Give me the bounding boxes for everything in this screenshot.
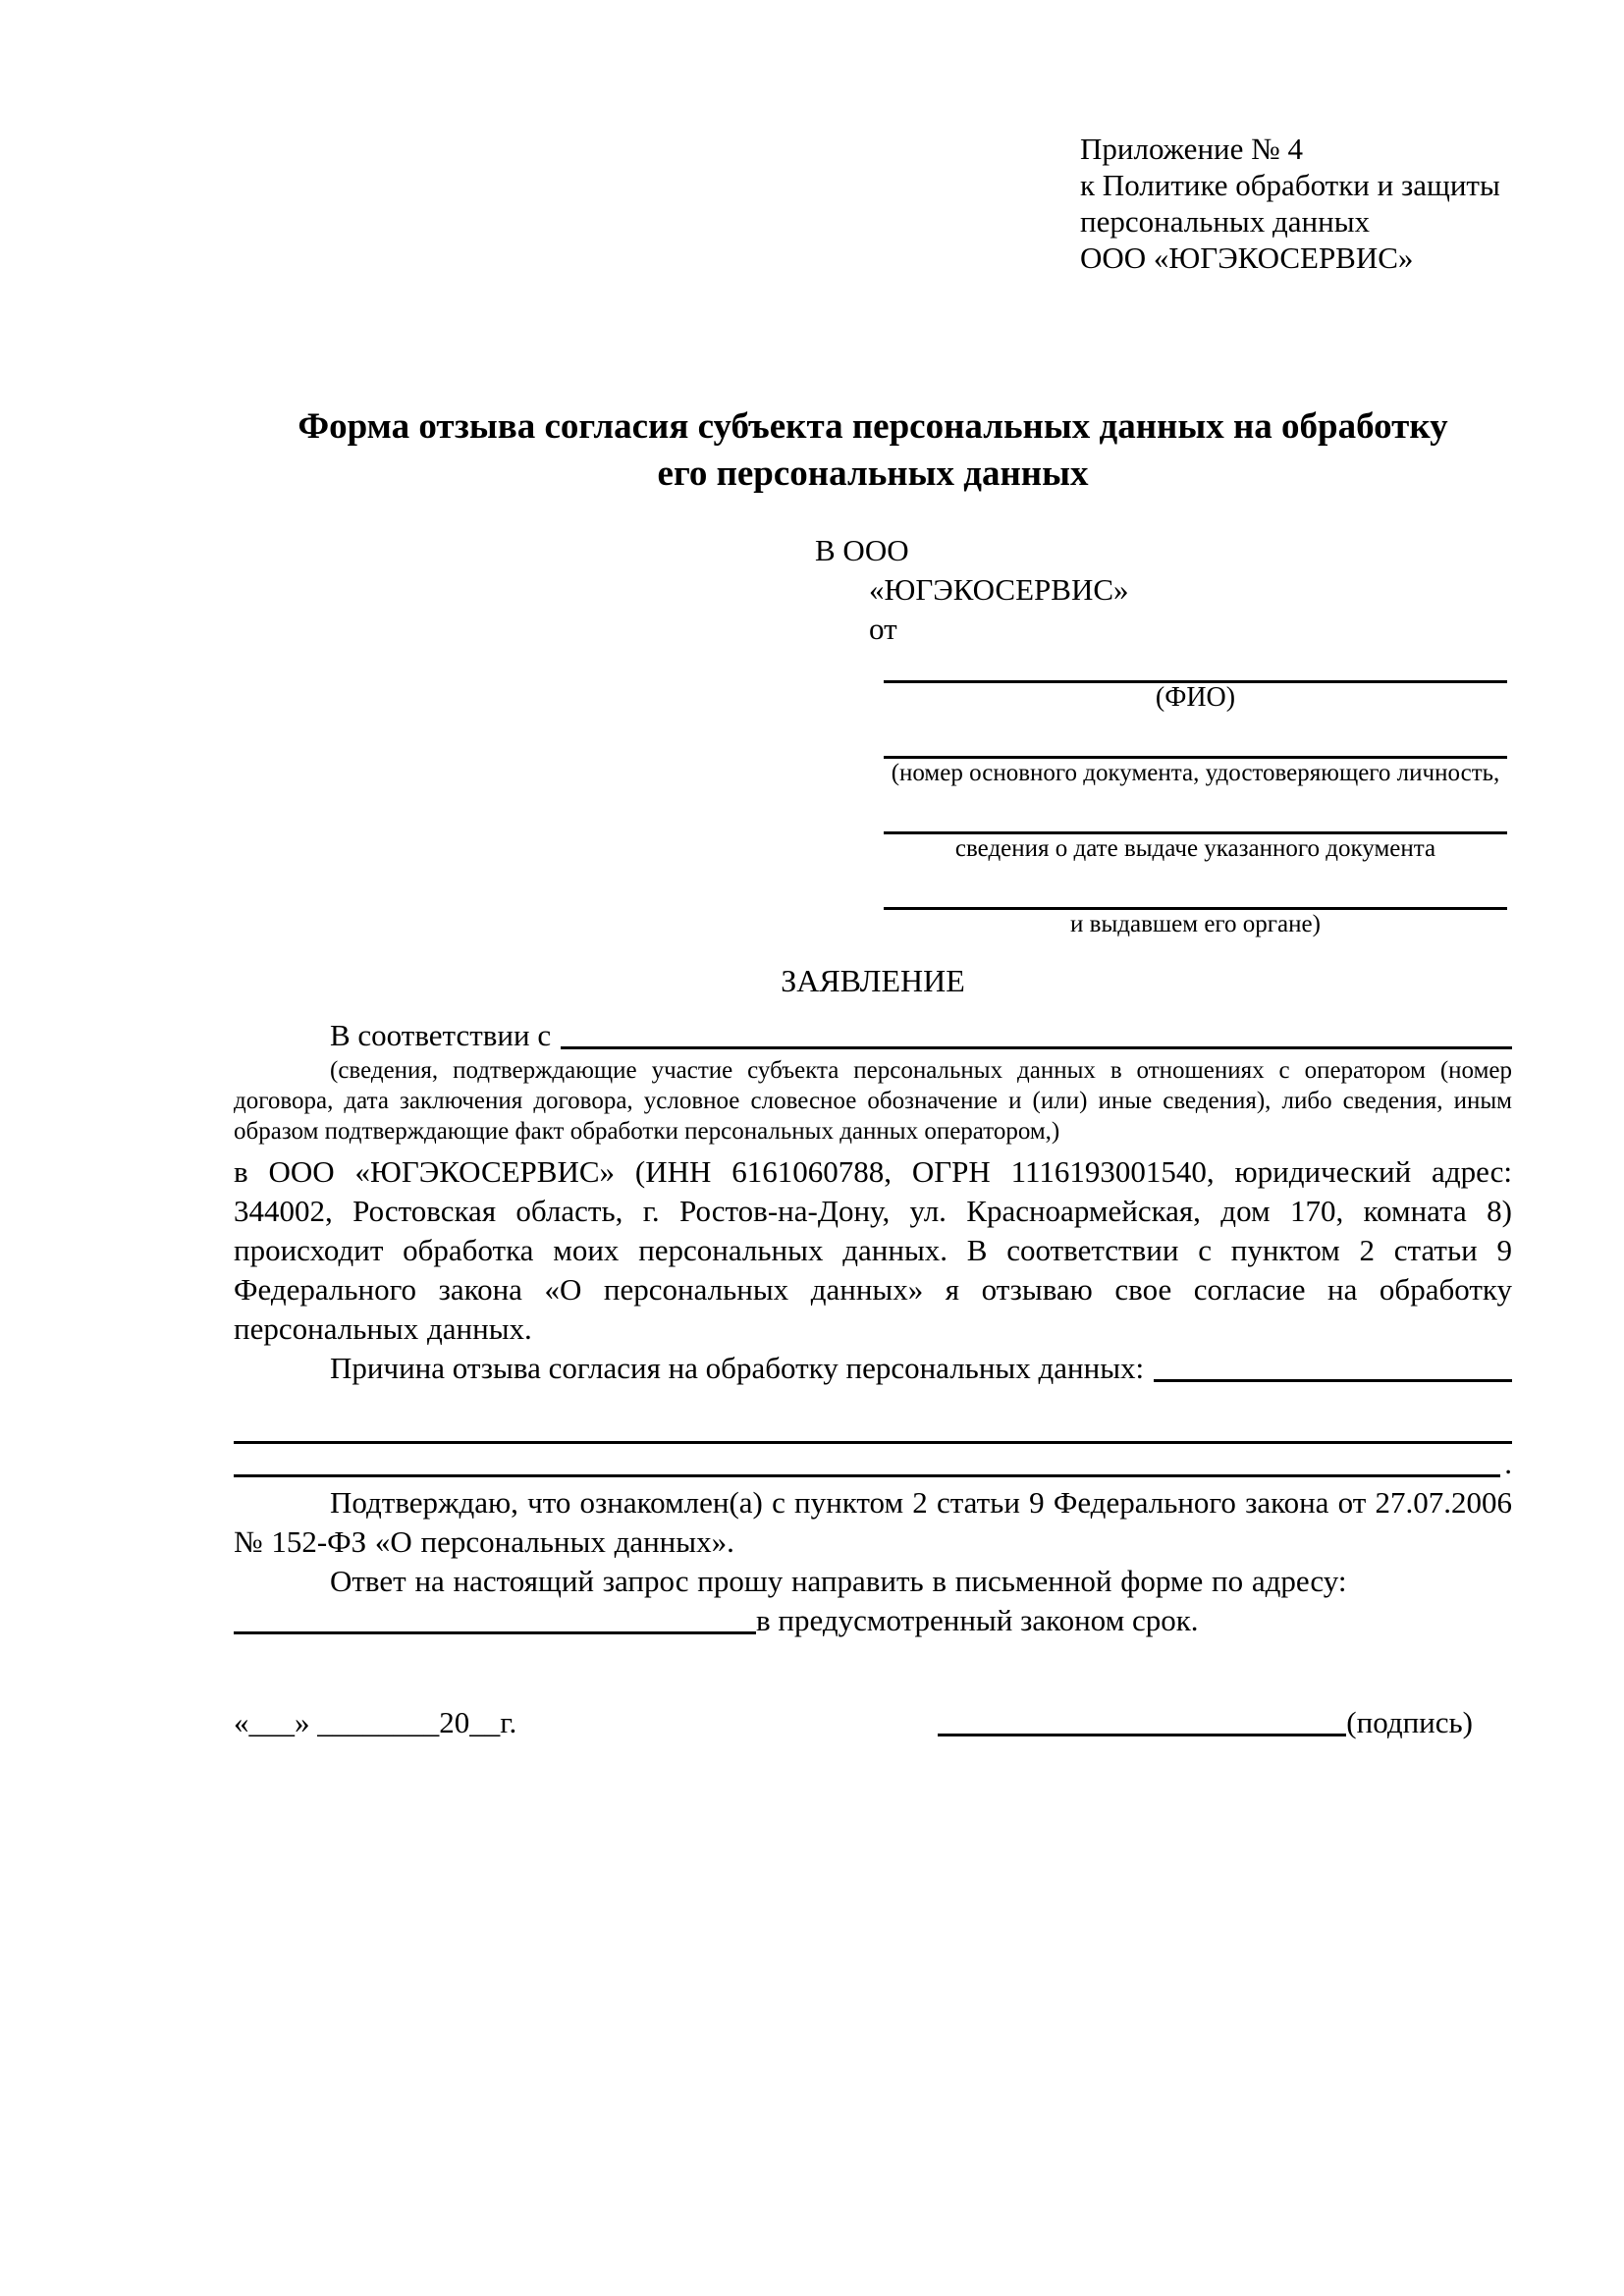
date-blank-field: «___» ________20__г.: [234, 1705, 517, 1739]
issue-date-blank-row: [884, 800, 1507, 864]
document-title-line: его персональных данных: [657, 454, 1089, 494]
addressee-block: [815, 531, 1512, 939]
fio-blank-line: [884, 649, 1507, 683]
accordance-lead: В соответствии с: [330, 1018, 552, 1052]
addressee-blank-fields: [884, 649, 1507, 939]
addressee-org-name: «ЮГЭКОСЕРВИС»: [869, 572, 1129, 607]
accordance-row: [234, 1016, 1512, 1055]
reply-address-row: [234, 1601, 1512, 1640]
reason-end-punct: .: [1504, 1446, 1512, 1480]
reply-address-blank-line: [234, 1631, 756, 1634]
reason-blank-line-3-rule: [234, 1474, 1500, 1477]
document-number-blank-row: [884, 724, 1507, 788]
reason-blank-line-3: [234, 1444, 1512, 1483]
fio-caption: (ФИО): [1155, 682, 1236, 713]
fio-blank-row: [884, 649, 1507, 713]
signature-caption: (подпись): [1346, 1705, 1473, 1739]
document-content: [234, 0, 1512, 1742]
reply-tail-text: в предусмотренный законом срок.: [756, 1603, 1199, 1637]
signature-group: [938, 1703, 1473, 1742]
issuing-authority-caption: и выдавшем его органе): [1070, 911, 1321, 937]
issue-date-caption: сведения о дате выдаче указанного документа: [954, 835, 1436, 862]
accordance-blank-line: [561, 1046, 1512, 1049]
reason-lead: Причина отзыва согласия на обработку персональных данных:: [330, 1351, 1145, 1385]
reply-request-paragraph: Ответ на настоящий запрос прошу направить в письменной форме по адресу:: [330, 1564, 1347, 1598]
issuing-authority-blank-line: [884, 876, 1507, 910]
annex-header-line: ООО «ЮГЭКОСЕРВИС»: [1080, 240, 1414, 275]
annex-header-line: к Политике обработки и защиты: [1080, 168, 1500, 202]
reason-row: [234, 1349, 1512, 1388]
date-signature-row: [234, 1703, 1512, 1742]
annex-header: [1080, 0, 1512, 276]
document-number-caption: (номер основного документа, удостоверяющего личность,: [891, 760, 1500, 786]
issue-date-blank-line: [884, 800, 1507, 834]
addressee-to-prefix: В ООО: [815, 533, 909, 567]
annex-header-line: персональных данных: [1080, 204, 1371, 239]
reason-blank-line-2: [234, 1402, 1512, 1444]
addressee-from-label: от: [869, 612, 897, 646]
confirmation-paragraph: Подтверждаю, что ознакомлен(а) с пунктом 2 статьи 9 Федерального закона от 27.07.2006 № 152-ФЗ «О персональных данных».: [234, 1485, 1512, 1559]
statement-heading: ЗАЯВЛЕНИЕ: [781, 963, 965, 998]
issuing-authority-blank-row: [884, 876, 1507, 939]
document-title-line: Форма отзыва согласия субъекта персональных данных на обработку: [298, 406, 1448, 447]
body-paragraph: в ООО «ЮГЭКОСЕРВИС» (ИНН 6161060788, ОГРН 1116193001540, юридический адрес: 344002, Ростовская область, г. Ростов-на-Дону, ул. Красноармейская, дом 170, комната 8) происходит обработка моих персональных данных. В соответствии с пунктом 2 статьи 9 Федерального закона «О персональных данных» я отзываю свое согласие на обработку персональных данных.: [234, 1154, 1512, 1346]
reason-blank-line: [1154, 1379, 1512, 1382]
document-title: [234, 403, 1512, 498]
annex-header-line: Приложение № 4: [1080, 132, 1303, 166]
document-number-blank-line: [884, 724, 1507, 759]
accordance-note: (сведения, подтверждающие участие субъекта персональных данных в отношениях с оператором (номер договора, дата заключения договора, условное словесное обозначение и (или) иные сведения), либо сведения, иным образом подтверждающие факт обработки персональных данных оператором,): [234, 1057, 1512, 1145]
signature-blank-line: [938, 1734, 1346, 1736]
